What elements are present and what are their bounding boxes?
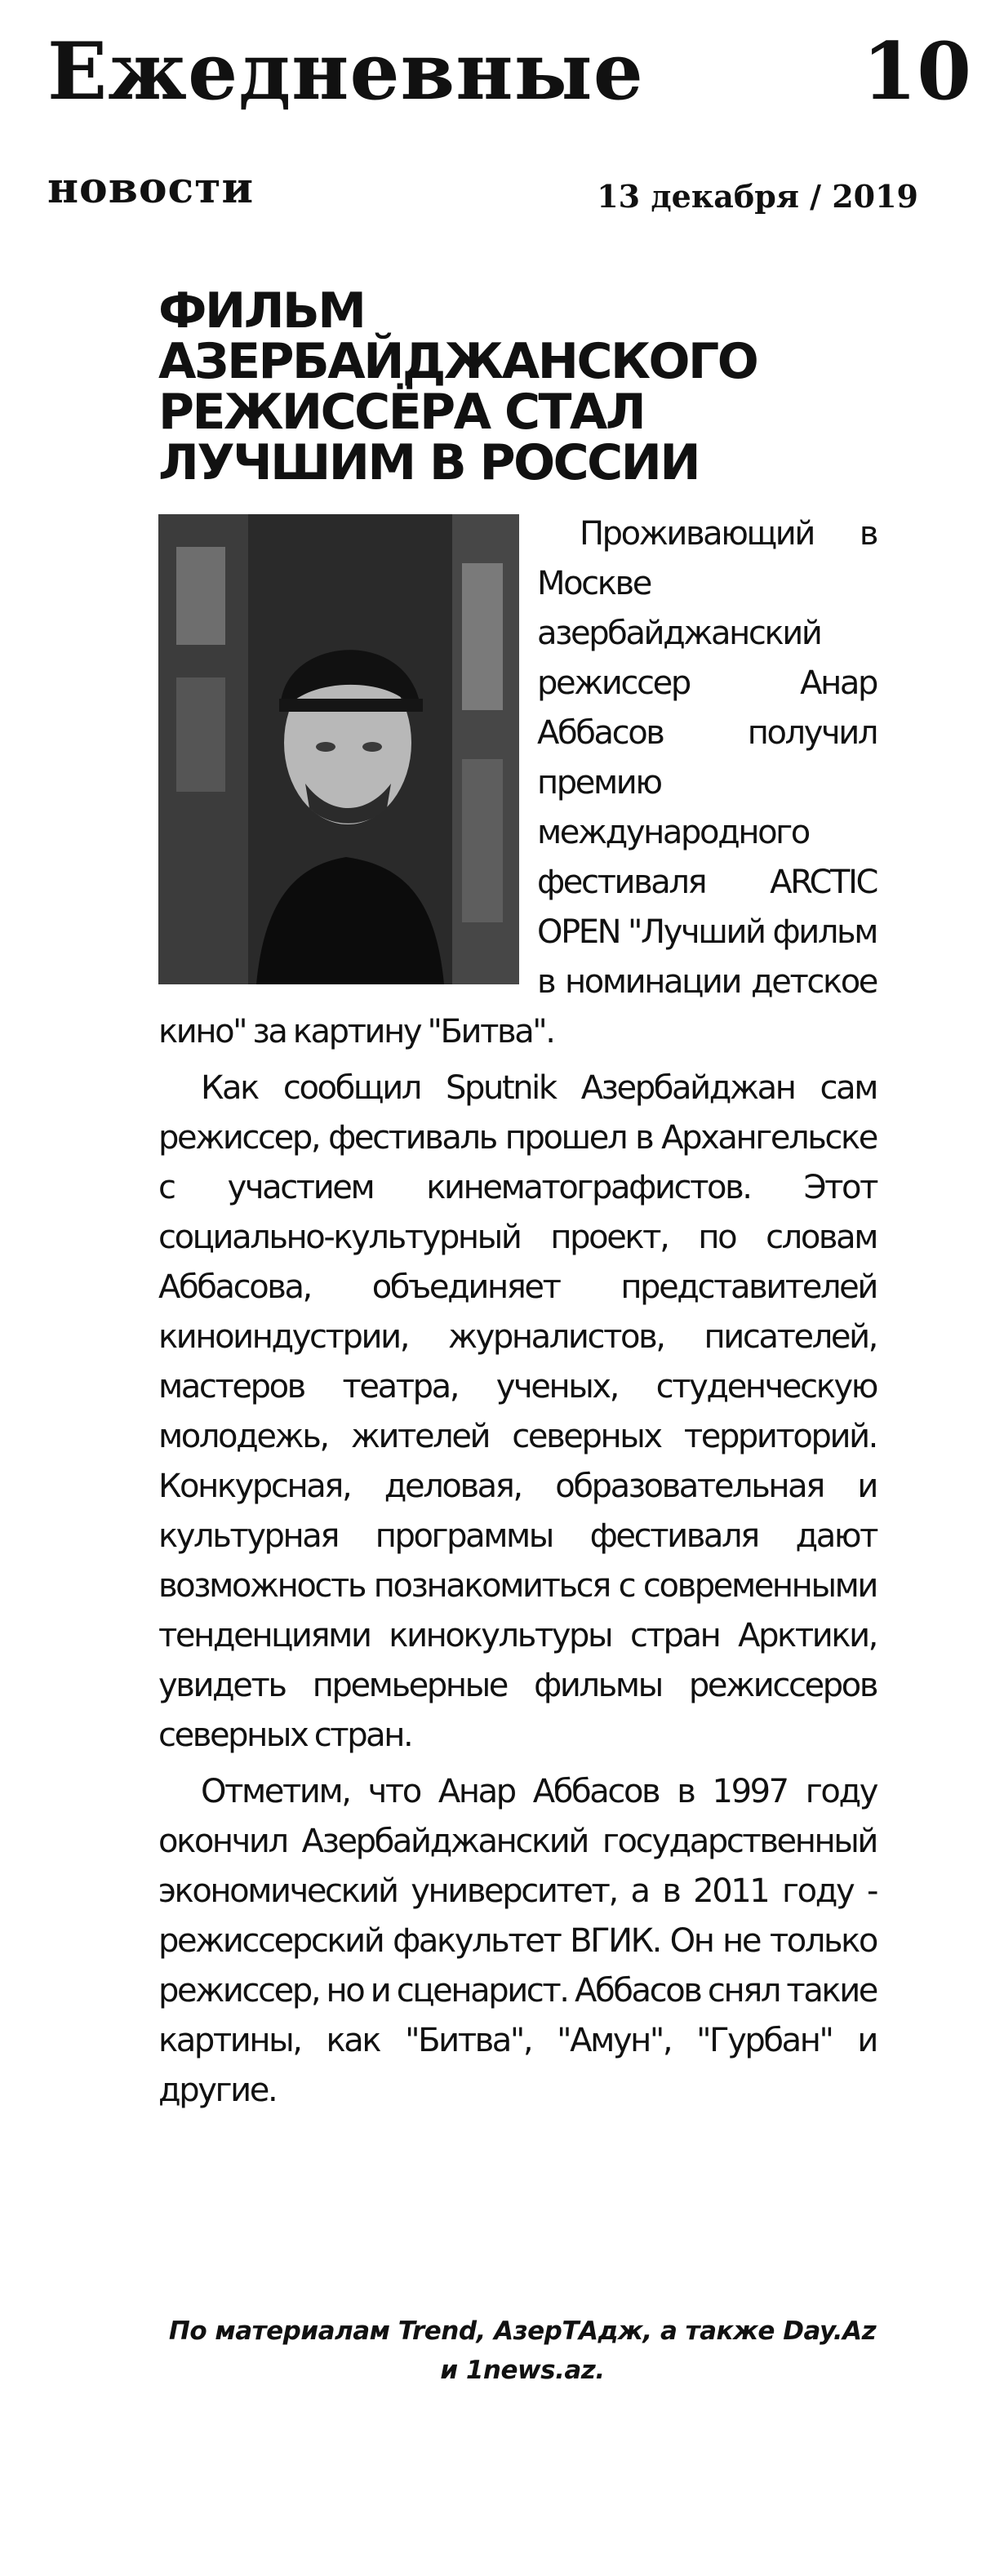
director-photo [158,514,519,984]
source-credit: По материалам Trend, АзерТАдж, а также Day.Az и 1news.az. [168,2316,877,2385]
portrait-image [158,514,519,984]
issue-date: 13 декабря / 2019 [597,178,918,215]
article-paragraph-1: Проживающий в Москве азербайджанский режиссер Анар Аббасов получил премию международного фестиваля ARCTIC OPEN "Лучший фильм в номинации детское кино" за картину "Битва". [158,515,877,1050]
article-paragraph-3: Отметим, что Анар Аббасов в 1997 году окончил Азербайджанский государственный экономический университет, а в 2011 году - режиссерский факультет ВГИК. Он не только режиссер, но и сценарист. Аббасов снял такие картины, как "Битва", "Амун", "Гурбан" и другие. [158,1773,877,2109]
page-number: 10 [862,25,971,118]
article-headline: ФИЛЬМ АЗЕРБАЙДЖАНСКОГО РЕЖИССЁРА СТАЛ ЛУЧШИМ В РОССИИ [158,282,757,491]
newspaper-title: Ежедневные [47,25,644,118]
article-body [158,509,877,2116]
newspaper-subtitle: новости [47,163,255,213]
article [158,282,877,2116]
article-paragraph-2: Как сообщил Sputnik Азербайджан сам режиссер, фестиваль прошел в Архангельске с участием кинематографистов. Этот социально-культурный проект, по словам Аббасова, объединяет представителей киноиндустрии, журналистов, писателей, мастеров театра, ученых, студенческую молодежь, жителей северных территорий. Конкурсная, деловая, образовательная и культурная программы фестиваля дают возможность познакомиться с современными тенденциями кинокультуры стран Арктики, увидеть премьерные фильмы режиссеров северных стран. [158,1069,877,1754]
